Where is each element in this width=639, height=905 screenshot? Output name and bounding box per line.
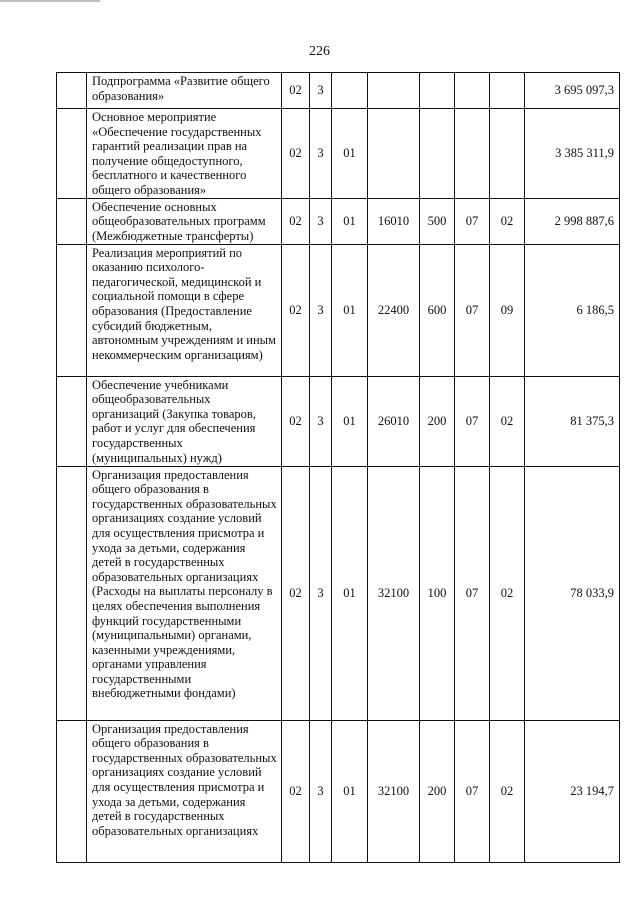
code-cell: 02 <box>490 720 525 862</box>
code-cell: 3 <box>310 73 332 109</box>
code-cell: 32100 <box>368 720 420 862</box>
row-number-cell <box>57 720 87 862</box>
code-cell: 32100 <box>368 466 420 720</box>
code-cell: 01 <box>332 466 368 720</box>
item-name-cell: Организация предоставления общего образования в государственных образовательных организациях создание условий для осуществления присмотра и ухода за детьми, содержания детей в государственных образовательных организациях <box>87 720 282 862</box>
row-number-cell <box>57 466 87 720</box>
row-number-cell <box>57 198 87 244</box>
budget-table <box>56 72 620 863</box>
code-cell: 3 <box>310 720 332 862</box>
code-cell: 01 <box>332 109 368 199</box>
table-row <box>57 720 620 862</box>
page-number: 226 <box>309 44 330 59</box>
code-cell <box>420 109 455 199</box>
code-cell: 01 <box>332 720 368 862</box>
item-name-cell: Обеспечение учебниками общеобразовательных организаций (Закупка товаров, работ и услуг для обеспечения государственных (муниципальных) нужд) <box>87 376 282 466</box>
code-cell: 02 <box>490 376 525 466</box>
code-cell: 3 <box>310 109 332 199</box>
code-cell: 3 <box>310 466 332 720</box>
row-number-cell <box>57 244 87 376</box>
amount-cell: 6 186,5 <box>525 244 620 376</box>
code-cell: 02 <box>282 109 310 199</box>
row-number-cell <box>57 109 87 199</box>
amount-cell: 78 033,9 <box>525 466 620 720</box>
table-row <box>57 466 620 720</box>
item-name-cell: Обеспечение основных общеобразовательных программ (Межбюджетные трансферты) <box>87 198 282 244</box>
code-cell: 01 <box>332 198 368 244</box>
code-cell: 07 <box>455 244 490 376</box>
code-cell: 09 <box>490 244 525 376</box>
code-cell: 01 <box>332 244 368 376</box>
code-cell <box>368 73 420 109</box>
code-cell: 16010 <box>368 198 420 244</box>
table-row <box>57 376 620 466</box>
row-number-cell <box>57 73 87 109</box>
code-cell <box>332 73 368 109</box>
code-cell: 07 <box>455 376 490 466</box>
table-row <box>57 73 620 109</box>
code-cell: 02 <box>490 198 525 244</box>
code-cell: 07 <box>455 720 490 862</box>
item-name-cell: Подпрограмма «Развитие общего образования» <box>87 73 282 109</box>
code-cell: 3 <box>310 244 332 376</box>
code-cell: 07 <box>455 198 490 244</box>
amount-cell: 2 998 887,6 <box>525 198 620 244</box>
item-name-cell: Реализация мероприятий по оказанию психолого-педагогической, медицинской и социальной помощи в сфере образования (Предоставление субсидий бюджетным, автономным учреждениям и иным некоммерческим организациям) <box>87 244 282 376</box>
code-cell <box>455 109 490 199</box>
code-cell: 200 <box>420 376 455 466</box>
item-name-cell: Основное мероприятие «Обеспечение государственных гарантий реализации прав на получение общедоступного, бесплатного и качественного общего образования» <box>87 109 282 199</box>
code-cell <box>420 73 455 109</box>
item-name-cell: Организация предоставления общего образования в государственных образовательных организациях создание условий для осуществления присмотра и ухода за детьми, содержания детей в государственных образовательных организациях (Расходы на выплаты персоналу в целях обеспечения выполнения функций государственными (муниципальными) органами, казенными учреждениями, органами управления государственными внебюджетными фондами) <box>87 466 282 720</box>
code-cell: 02 <box>490 466 525 720</box>
code-cell: 02 <box>282 466 310 720</box>
code-cell <box>490 109 525 199</box>
code-cell: 3 <box>310 376 332 466</box>
row-number-cell <box>57 376 87 466</box>
code-cell: 100 <box>420 466 455 720</box>
table-row <box>57 244 620 376</box>
code-cell: 600 <box>420 244 455 376</box>
code-cell <box>368 109 420 199</box>
scan-edge-mark <box>0 0 100 2</box>
code-cell <box>455 73 490 109</box>
code-cell: 07 <box>455 466 490 720</box>
amount-cell: 23 194,7 <box>525 720 620 862</box>
code-cell: 3 <box>310 198 332 244</box>
code-cell: 02 <box>282 720 310 862</box>
code-cell: 26010 <box>368 376 420 466</box>
code-cell: 22400 <box>368 244 420 376</box>
amount-cell: 81 375,3 <box>525 376 620 466</box>
amount-cell: 3 385 311,9 <box>525 109 620 199</box>
code-cell: 02 <box>282 376 310 466</box>
code-cell: 02 <box>282 244 310 376</box>
code-cell: 02 <box>282 198 310 244</box>
code-cell: 500 <box>420 198 455 244</box>
table-row <box>57 109 620 199</box>
code-cell <box>490 73 525 109</box>
amount-cell: 3 695 097,3 <box>525 73 620 109</box>
code-cell: 200 <box>420 720 455 862</box>
table-row <box>57 198 620 244</box>
code-cell: 01 <box>332 376 368 466</box>
code-cell: 02 <box>282 73 310 109</box>
